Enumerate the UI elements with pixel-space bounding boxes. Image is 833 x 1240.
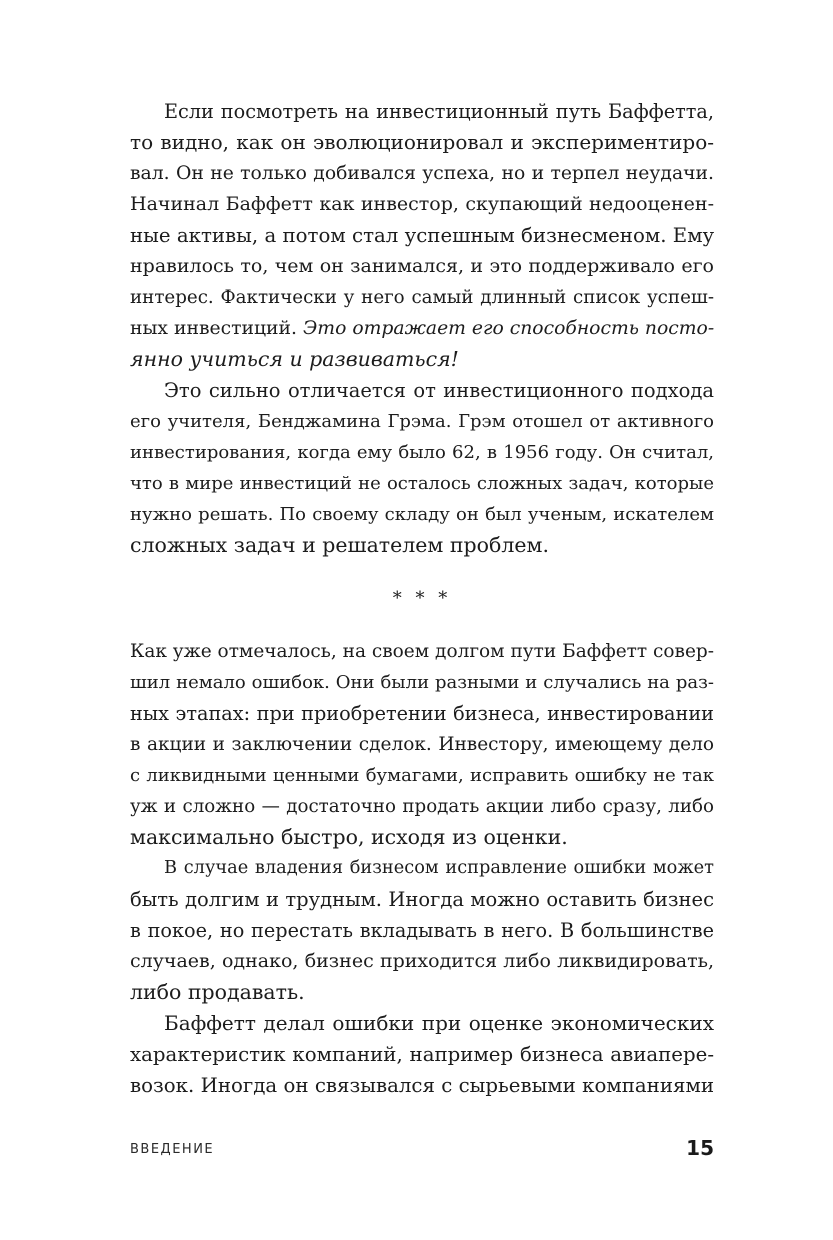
paragraph-5 — [130, 1008, 714, 1101]
text-line: нравилось то, чем он занимался, и это поддерживало его — [130, 255, 714, 277]
page-number: 15 — [686, 1136, 714, 1160]
plain-text: ных инвестиций. — [130, 318, 303, 339]
text-line: в покое, но перестать вкладывать в него. В большинстве — [130, 919, 714, 942]
text-line: сложных задач и решателем проблем. — [130, 533, 549, 557]
text-line: Это сильно отличается от инвестиционного подхода — [164, 379, 714, 402]
text-line: максимально быстро, исходя из оценки. — [130, 825, 568, 849]
text-line: В случае владения бизнесом исправление ошибки может — [164, 858, 714, 878]
page-footer — [130, 1136, 714, 1162]
text-line: Баффетт делал ошибки при оценке экономических — [164, 1011, 714, 1035]
text-line: его учителя, Бенджамина Грэма. Грэм отошел от активного — [130, 411, 714, 432]
italic-emphasis-line: янно учиться и развиваться! — [130, 347, 459, 371]
running-head: ВВЕДЕНИЕ — [130, 1142, 215, 1157]
text-line: характеристик компаний, например бизнеса авиапере- — [130, 1043, 714, 1066]
text-line: Начинал Баффетт как инвестор, скупающий недооценен- — [130, 193, 714, 215]
text-line: Как уже отмечалось, на своем долгом пути Баффетт совер- — [130, 641, 714, 662]
text-line: интерес. Фактически у него самый длинный список успеш- — [130, 287, 714, 308]
text-line — [130, 313, 714, 344]
text-line: в акции и заключении сделок. Инвестору, имеющему дело — [130, 734, 714, 755]
text-line: шил немало ошибок. Они были разными и случались на раз- — [130, 672, 714, 693]
section-gap — [130, 614, 714, 636]
paragraph-3 — [130, 636, 714, 853]
text-line: ные активы, а потом стал успешным бизнесменом. Ему — [130, 224, 715, 247]
paragraph-4 — [130, 853, 714, 1008]
paragraph-2 — [130, 375, 714, 561]
italic-emphasis: Это отражает его способность посто- — [302, 318, 715, 339]
paragraph-1 — [130, 96, 714, 375]
section-gap — [130, 561, 714, 583]
text-line: уж и сложно — достаточно продать акции либо сразу, либо — [130, 796, 714, 817]
text-line: быть долгим и трудным. Иногда можно оставить бизнес — [130, 888, 714, 911]
text-line: нужно решать. По своему складу он был ученым, искателем — [130, 504, 714, 525]
text-line: с ликвидными ценными бумагами, исправить ошибку не так — [130, 765, 714, 786]
text-line: ных этапах: при приобретении бизнеса, инвестировании — [130, 702, 714, 725]
text-line: возок. Иногда он связывался с сырьевыми компаниями — [130, 1074, 714, 1097]
section-separator: * * * — [392, 588, 452, 609]
text-line: либо продавать. — [130, 980, 305, 1004]
text-line: вал. Он не только добивался успеха, но и терпел неудачи. — [130, 163, 714, 184]
text-line: Если посмотреть на инвестиционный путь Баффетта, — [164, 100, 714, 123]
text-line: случаев, однако, бизнес приходится либо ликвидировать, — [130, 950, 714, 972]
text-line: инвестирования, когда ему было 62, в 1956 году. Он считал, — [130, 442, 714, 463]
text-line: то видно, как он эволюционировал и экспериментиро- — [130, 130, 714, 154]
text-line: что в мире инвестиций не осталось сложных задач, которые — [130, 473, 714, 494]
page-body — [130, 96, 714, 1101]
